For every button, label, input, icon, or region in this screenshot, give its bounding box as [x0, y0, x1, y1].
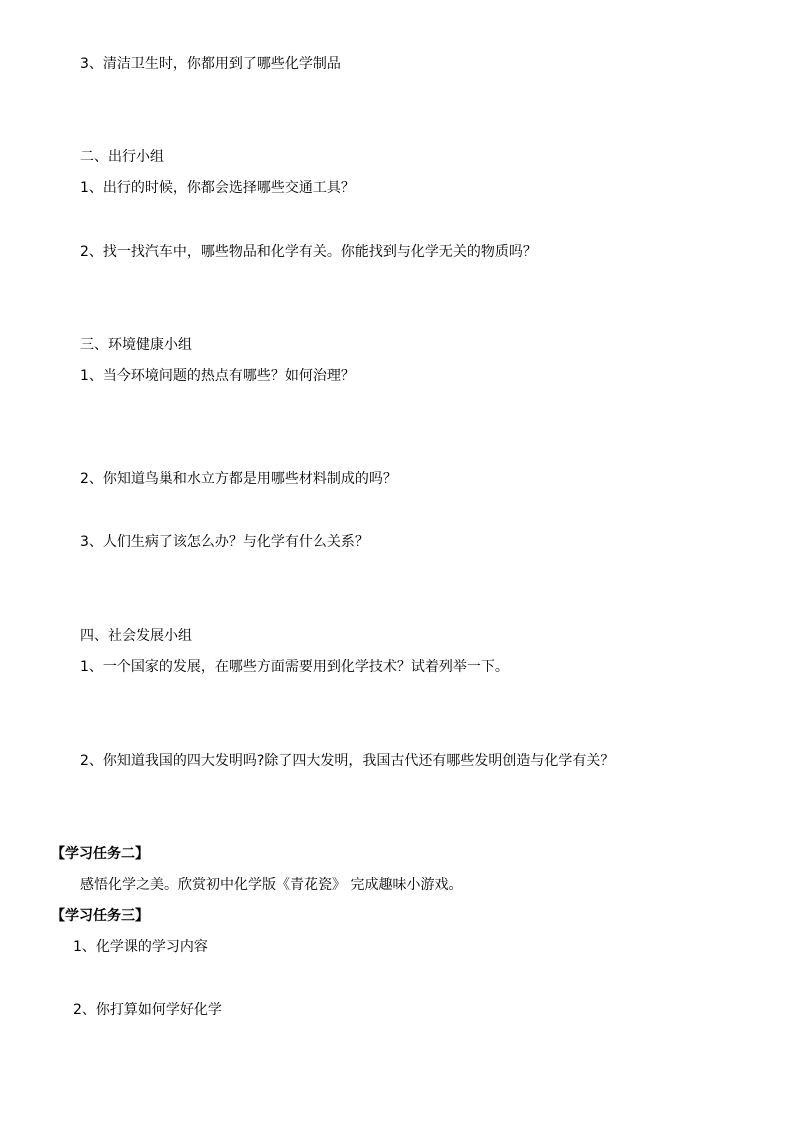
group-title-travel: 二、出行小组 [80, 149, 164, 165]
group-title-environment: 三、环境健康小组 [80, 337, 192, 353]
task3-title: 【学习任务三】 [51, 908, 149, 924]
question-travel-1: 1、出行的时候，你都会选择哪些交通工具？ [80, 180, 355, 196]
question-travel-2: 2、找一找汽车中，哪些物品和化学有关。你能找到与化学无关的物质吗？ [80, 244, 537, 260]
question-environment-3: 3、人们生病了该怎么办？与化学有什么关系？ [80, 534, 369, 550]
group-title-social: 四、社会发展小组 [80, 628, 192, 644]
task2-body: 感悟化学之美。欣赏初中化学版《青花瓷》 完成趣味小游戏。 [80, 877, 463, 893]
question-environment-2: 2、你知道鸟巢和水立方都是用哪些材料制成的吗？ [80, 471, 397, 487]
task3-question-2: 2、你打算如何学好化学 [73, 1002, 222, 1018]
task3-question-1: 1、化学课的学习内容 [73, 939, 208, 955]
question-environment-1: 1、当今环境问题的热点有哪些？如何治理？ [80, 368, 355, 384]
question-cleaning-3: 3、清洁卫生时，你都用到了哪些化学制品 [80, 56, 341, 72]
question-social-1: 1、一个国家的发展，在哪些方面需要用到化学技术？试着列举一下。 [80, 659, 509, 675]
question-social-2: 2、你知道我国的四大发明吗?除了四大发明，我国古代还有哪些发明创造与化学有关？ [80, 753, 615, 769]
task2-title: 【学习任务二】 [51, 846, 149, 862]
